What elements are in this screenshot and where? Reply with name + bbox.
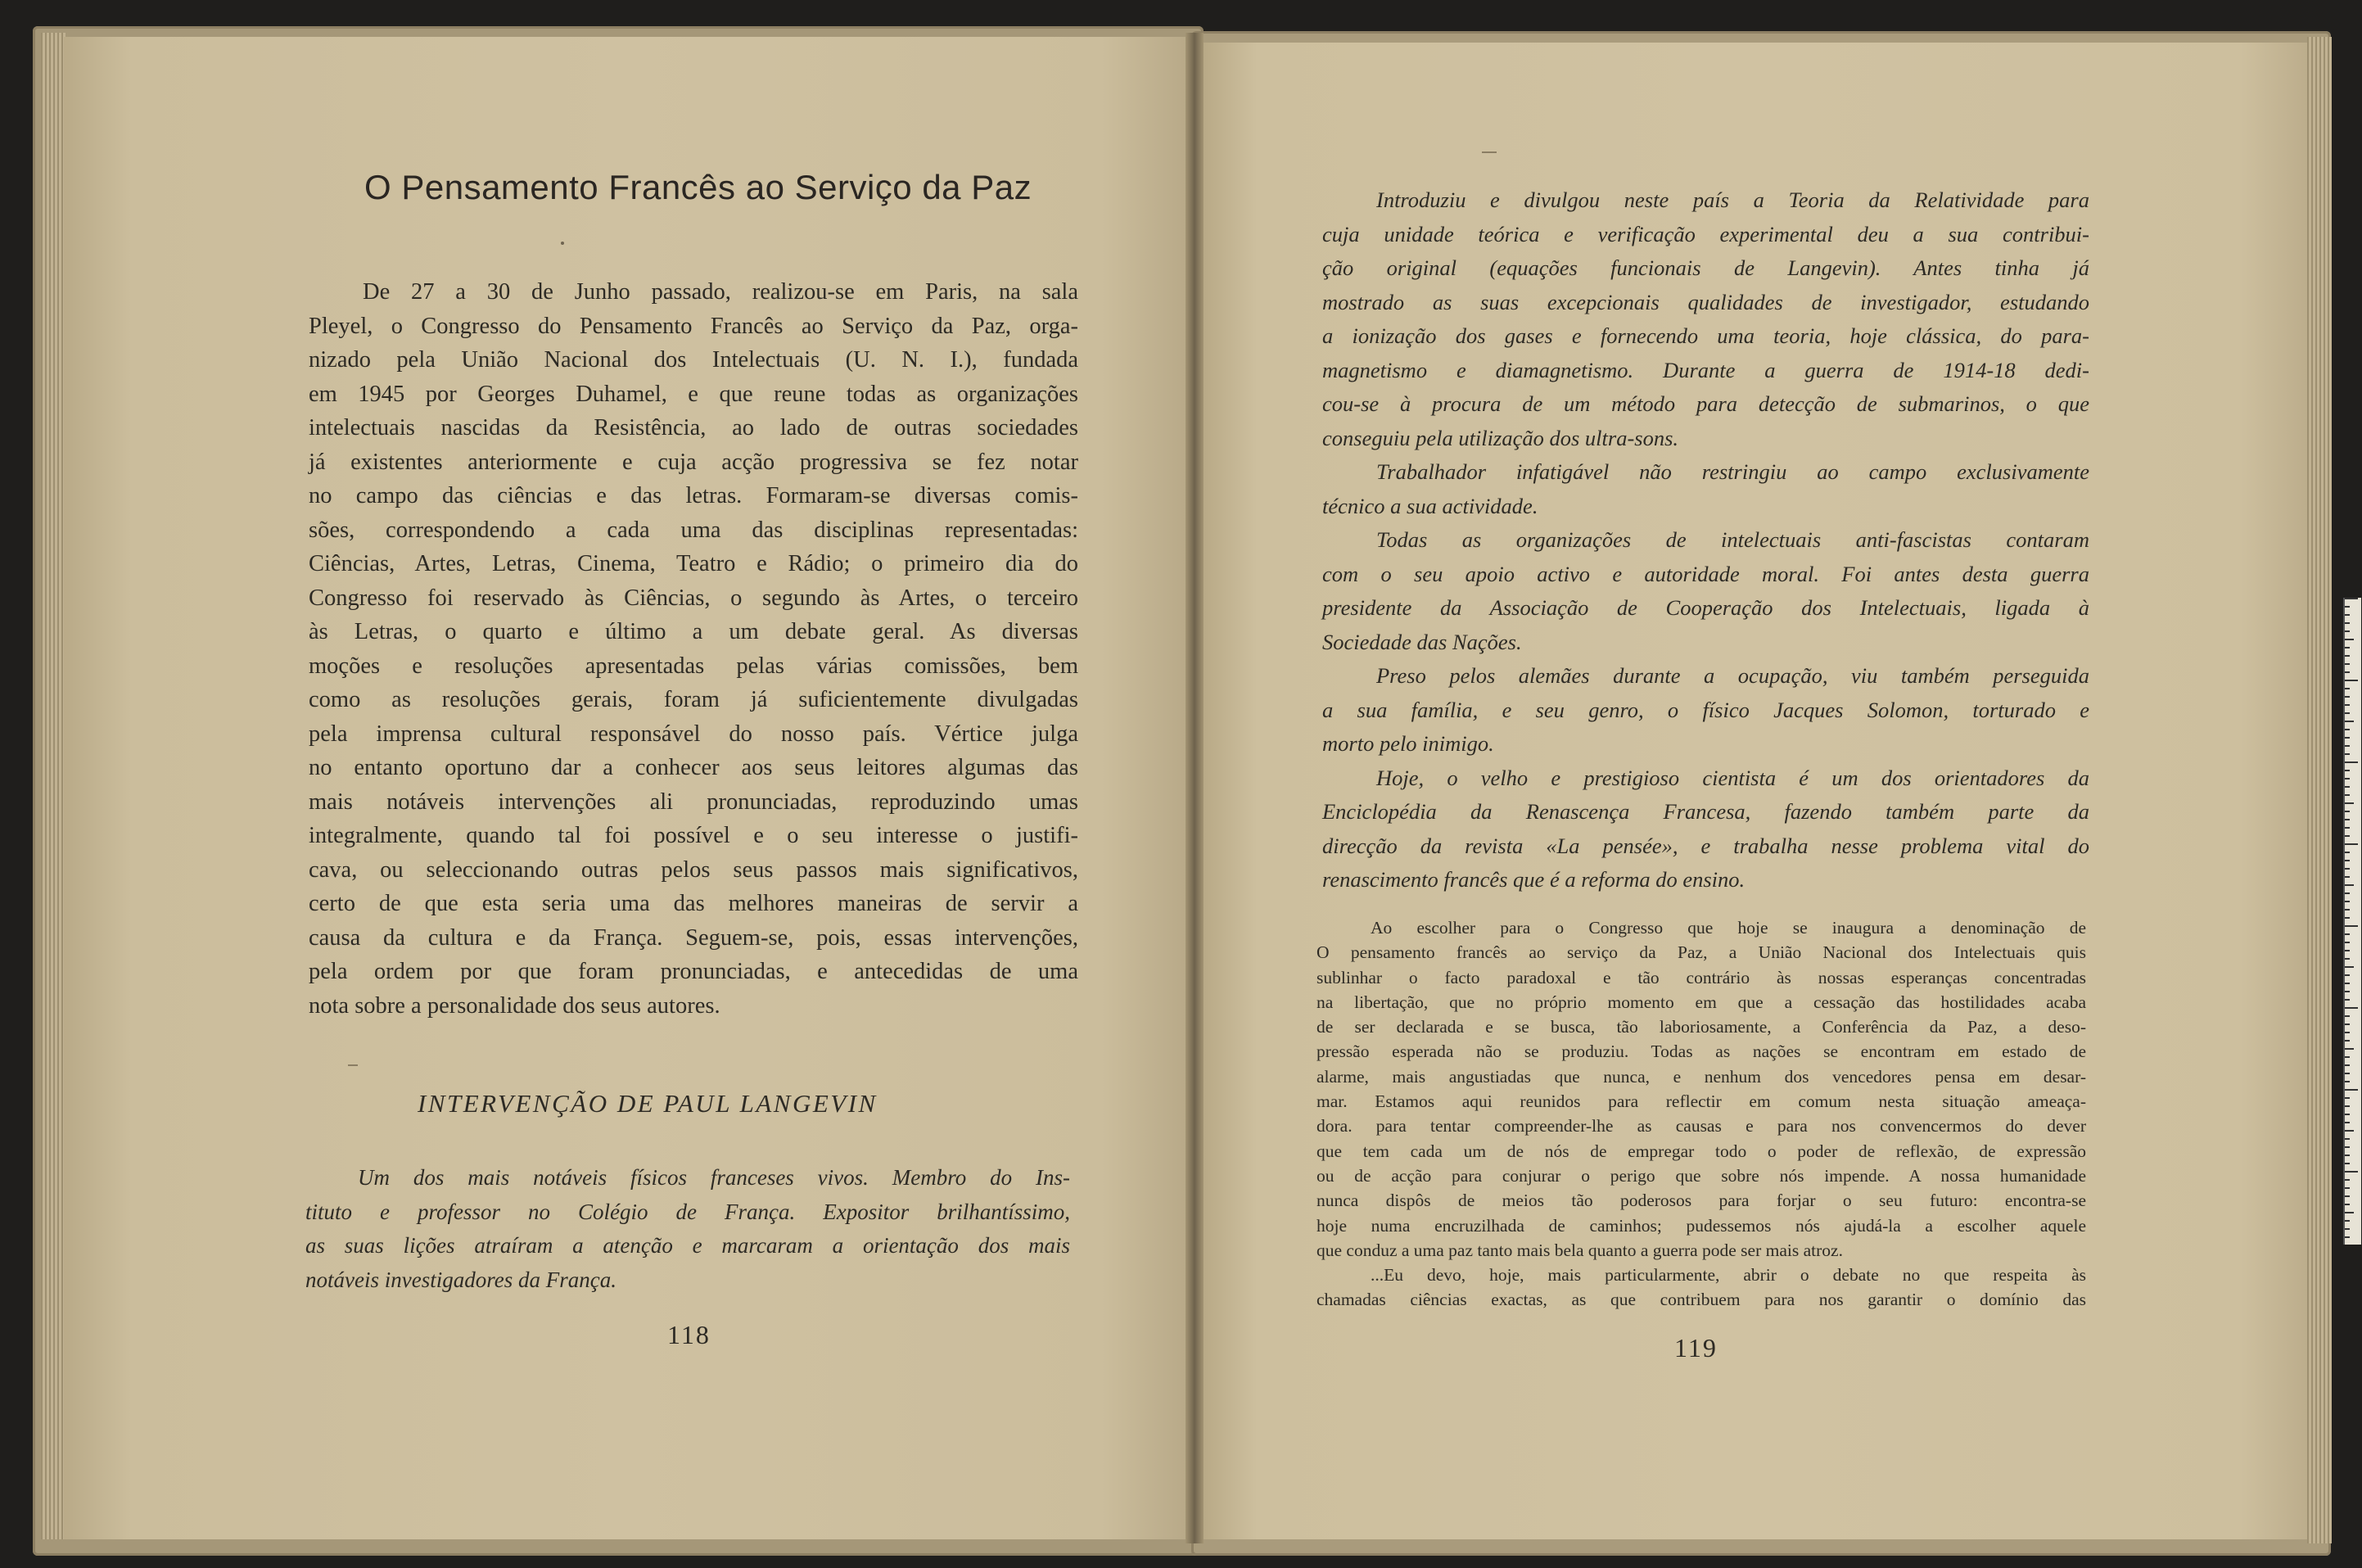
ruler-tick	[2345, 794, 2350, 796]
ruler-tick	[2345, 614, 2350, 616]
text-line: Um dos mais notáveis físicos franceses vivos. Membro do Ins-	[358, 1165, 1070, 1190]
ink-mark	[348, 1064, 358, 1066]
text-line: integralmente, quando tal foi possível e o seu interesse o justifi-	[309, 823, 1078, 848]
ruler-tick	[2345, 999, 2350, 1001]
text-line: certo de que esta seria uma das melhores maneiras de servir a	[309, 891, 1078, 916]
ruler-tick	[2345, 950, 2350, 951]
ruler-tick	[2345, 1212, 2354, 1213]
text-line: Todas as organizações de intelectuais anti-fascistas contaram	[1376, 527, 2089, 552]
ruler-tick	[2345, 786, 2350, 788]
text-line: magnetismo e diamagnetismo. Durante a guerra de 1914-18 dedi-	[1322, 357, 2089, 382]
ruler-tick	[2345, 647, 2350, 648]
ruler-tick	[2345, 1097, 2350, 1099]
text-line: na libertação, que no próprio momento em que a cessação das hostilidades acaba	[1316, 992, 2086, 1012]
bio-paragraph	[1322, 455, 2089, 523]
book-gutter	[1186, 33, 1204, 1543]
ruler-tick	[2345, 1023, 2350, 1025]
ruler-tick	[2345, 1220, 2350, 1222]
ruler-tick	[2345, 852, 2350, 853]
text-line: a ionização dos gases e fornecendo uma teoria, hoje clássica, do para-	[1322, 323, 2089, 348]
text-line: causa da cultura e da França. Seguem-se, pois, essas intervenções,	[309, 924, 1078, 951]
ruler-tick	[2345, 1122, 2350, 1123]
ruler-tick	[2345, 827, 2350, 829]
ruler-tick	[2345, 721, 2354, 722]
text-line: ção original (equações funcionais de Langevin). Antes tinha já	[1322, 255, 2089, 280]
ruler-tick	[2345, 1195, 2350, 1197]
ruler-tick	[2345, 909, 2350, 911]
text-line: Congresso foi reservado às Ciências, o segundo às Artes, o terceiro	[309, 585, 1078, 611]
text-line: no campo das ciências e das letras. Formaram-se diversas comis-	[309, 483, 1078, 508]
text-line: Pleyel, o Congresso do Pensamento Francês ao Serviço da Paz, orga-	[309, 313, 1078, 339]
text-line: Ao escolher para o Congresso que hoje se inaugura a denominação de	[1371, 918, 2086, 938]
speech-paragraph	[1316, 915, 2086, 1263]
ruler-tick	[2345, 1155, 2350, 1156]
text-line: mais notáveis intervenções ali pronunciadas, reproduzindo umas	[309, 789, 1078, 815]
text-line: Enciclopédia da Renascença Francesa, fazendo também parte da	[1322, 799, 2089, 824]
ruler-tick	[2345, 1130, 2354, 1132]
text-line: pela ordem por que foram pronunciadas, e antecedidas de uma	[309, 959, 1078, 984]
ruler-tick	[2345, 1163, 2350, 1164]
text-line: cou-se à procura de um método para detecção de submarinos, o que	[1322, 391, 2089, 416]
ruler-tick	[2345, 761, 2358, 763]
text-line: conseguiu pela utilização dos ultra-sons.	[1322, 425, 1679, 450]
text-line: que conduz a uma paz tanto mais bela quanto a guerra pode ser mais atroz.	[1316, 1240, 1843, 1260]
text-line: morto pelo inimigo.	[1322, 731, 1494, 756]
text-line: Introduziu e divulgou neste país a Teoria da Relatividade para	[1376, 188, 2089, 212]
bio-paragraph	[1322, 761, 2089, 897]
text-line: pressão esperada não se produziu. Todas as nações se encontram em estado de	[1316, 1042, 2086, 1062]
text-line: presidente da Associação de Cooperação dos Intelectuais, ligada à	[1322, 595, 2089, 620]
text-line: como as resoluções gerais, foram já suficientemente divulgadas	[309, 687, 1078, 712]
ruler-tick	[2345, 868, 2350, 870]
text-line: técnico a sua actividade.	[1322, 493, 1538, 518]
ruler-tick	[2345, 737, 2350, 739]
ruler-tick	[2345, 884, 2354, 886]
ruler-tick	[2345, 606, 2350, 608]
ruler-tick	[2345, 639, 2354, 640]
text-line: às Letras, o quarto e último a um debate geral. As diversas	[309, 619, 1078, 644]
ruler-tick	[2345, 663, 2350, 665]
text-line: sublinhar o facto paradoxal e tão contrário às nossas esperanças concentradas	[1316, 967, 2086, 987]
ruler-tick	[2345, 1056, 2350, 1058]
ruler-tick	[2345, 1146, 2350, 1148]
ruler-tick	[2345, 655, 2350, 657]
text-line: Trabalhador infatigável não restringiu ao campo exclusivamente	[1376, 459, 2089, 484]
text-line: moções e resoluções apresentadas pelas várias comissões, bem	[309, 653, 1078, 679]
text-line: dora. para tentar compreender-lhe as causas e para nos convencermos do dever	[1316, 1116, 2086, 1136]
text-line: Preso pelos alemães durante a ocupação, viu também perseguida	[1376, 663, 2089, 688]
ruler-tick	[2345, 622, 2350, 624]
text-line: renascimento francês que é a reforma do ensino.	[1322, 867, 1746, 892]
text-line: no entanto oportuno dar a conhecer aos seus leitores algumas das	[309, 755, 1078, 780]
text-line: alarme, mais angustiadas que nunca, e nenhum dos vencedores pensa em desar-	[1316, 1066, 2086, 1087]
text-line: nizado pela União Nacional dos Intelectuais (U. N. I.), fundada	[309, 347, 1078, 373]
ruler-tick	[2345, 1187, 2350, 1189]
section-heading: INTERVENÇÃO DE PAUL LANGEVIN	[418, 1089, 878, 1118]
ruler-tick	[2345, 942, 2350, 943]
ruler-tick	[2345, 704, 2350, 706]
text-line: a sua família, e seu genro, o físico Jacques Solomon, torturado e	[1322, 697, 2089, 722]
ruler-tick	[2345, 843, 2358, 845]
scale-ruler	[2343, 598, 2361, 1245]
ruler-tick	[2345, 1048, 2354, 1050]
text-line: nunca dispôs de meios tão poderosos para forjar o seu futuro: encontra-se	[1316, 1191, 2086, 1211]
text-line: Sociedade das Nações.	[1322, 629, 1522, 654]
ruler-tick	[2345, 598, 2358, 599]
ruler-tick	[2345, 958, 2350, 960]
ruler-tick	[2345, 1105, 2350, 1107]
text-line: mar. Estamos aqui reunidos para reflectir em comum nesta situação ameaça-	[1316, 1091, 2086, 1112]
biography-text	[1322, 183, 2089, 897]
text-line: tituto e professor no Colégio de França. Expositor brilhantíssimo,	[305, 1199, 1070, 1224]
ruler-tick	[2345, 753, 2350, 755]
text-line: Ciências, Artes, Letras, Cinema, Teatro e Rádio; o primeiro dia do	[309, 551, 1078, 576]
text-line: nota sobre a personalidade dos seus autores.	[309, 992, 720, 1019]
ruler-tick	[2345, 729, 2350, 730]
bio-paragraph	[1322, 183, 2089, 455]
text-line: chamadas ciências exactas, as que contribuem para nos garantir o domínio das	[1316, 1290, 2086, 1310]
ruler-tick	[2345, 933, 2350, 935]
ruler-tick	[2345, 671, 2350, 673]
text-line: já existentes anteriormente e cuja acção progressiva se fez notar	[309, 449, 1078, 475]
text-line: ...Eu devo, hoje, mais particularmente, abrir o debate no que respeita às	[1371, 1265, 2086, 1286]
ruler-tick	[2345, 1073, 2350, 1074]
right-page-edges	[2307, 37, 2332, 1543]
ruler-tick	[2345, 1081, 2350, 1082]
bio-paragraph	[1322, 523, 2089, 659]
ruler-tick	[2345, 876, 2350, 878]
ruler-tick	[2345, 1015, 2350, 1017]
text-line: as suas lições atraíram a atenção e marcaram a orientação dos mais	[305, 1233, 1070, 1258]
ruler-tick	[2345, 835, 2350, 837]
text-line: com o seu apoio activo e autoridade moral. Foi antes desta guerra	[1322, 561, 2089, 586]
text-line: pela imprensa cultural responsável do nosso país. Vértice julga	[309, 721, 1078, 747]
page-number-left: 118	[667, 1320, 711, 1349]
text-line: direcção da revista «La pensée», e trabalha nesse problema vital do	[1322, 833, 2089, 858]
ruler-tick	[2345, 1114, 2350, 1115]
ink-mark	[1482, 151, 1497, 153]
ruler-tick	[2345, 688, 2350, 689]
ruler-tick	[2345, 925, 2358, 927]
ruler-tick	[2345, 1228, 2350, 1230]
ink-dot	[561, 242, 564, 245]
text-line: cava, ou seleccionando outras pelos seus passos mais significativos,	[309, 856, 1078, 883]
text-line: De 27 a 30 de Junho passado, realizou-se em Paris, na sala	[363, 279, 1078, 305]
author-note	[305, 1161, 1070, 1297]
text-line: em 1945 por Georges Duhamel, e que reune todas as organizações	[309, 381, 1078, 407]
ruler-tick	[2345, 630, 2350, 632]
ruler-tick	[2345, 745, 2350, 747]
left-page-edges	[41, 33, 65, 1539]
text-line: sões, correspondendo a cada uma das disciplinas representadas:	[309, 517, 1078, 543]
ruler-tick	[2345, 1204, 2350, 1205]
speech-text	[1316, 915, 2086, 1313]
text-line: de ser declarada e se busca, tão laboriosamente, a Conferência da Paz, a deso-	[1316, 1017, 2086, 1037]
text-line: notáveis investigadores da França.	[305, 1267, 616, 1292]
speech-paragraph	[1316, 1263, 2086, 1313]
ruler-tick	[2345, 680, 2358, 681]
text-line: hoje numa encruzilhada de caminhos; pudessemos nós ajudá-la a escolher aquele	[1316, 1215, 2086, 1236]
text-line: Hoje, o velho e prestigioso cientista é um dos orientadores da	[1376, 765, 2089, 790]
ruler-tick	[2345, 1089, 2358, 1091]
ruler-tick	[2345, 811, 2350, 812]
ruler-tick	[2345, 901, 2350, 902]
ruler-tick	[2345, 712, 2350, 714]
ruler-tick	[2345, 983, 2350, 984]
ruler-tick	[2345, 770, 2350, 771]
ruler-tick	[2345, 917, 2350, 919]
ruler-tick	[2345, 991, 2350, 992]
text-line: cuja unidade teórica e verificação experimental deu a sua contribui-	[1322, 221, 2089, 246]
ruler-tick	[2345, 1138, 2350, 1140]
ruler-tick	[2345, 1032, 2350, 1033]
text-line: que tem cada um de nós de empregar todo o poder de reflexão, de expressão	[1316, 1141, 2086, 1161]
ruler-tick	[2345, 974, 2350, 976]
ruler-tick	[2345, 1007, 2358, 1009]
page-title: O Pensamento Francês ao Serviço da Paz	[364, 168, 1032, 206]
text-line: mostrado as suas excepcionais qualidades de investigador, estudando	[1322, 289, 2089, 314]
bio-paragraph	[1322, 659, 2089, 761]
page-number-right: 119	[1674, 1333, 1718, 1362]
ruler-tick	[2345, 802, 2354, 804]
text-line: intelectuais nascidas da Resistência, ao lado de outras sociedades	[309, 415, 1078, 441]
ruler-tick	[2345, 1171, 2358, 1173]
ruler-tick	[2345, 819, 2350, 820]
text-line: ou de acção para conjurar o perigo que sobre nós impende. A nossa humanidade	[1316, 1165, 2086, 1186]
ruler-tick	[2345, 892, 2350, 894]
ruler-tick	[2345, 1040, 2350, 1042]
ruler-tick	[2345, 1064, 2350, 1066]
intro-paragraph	[309, 275, 1078, 1023]
ruler-tick	[2345, 696, 2350, 698]
ruler-tick	[2345, 1236, 2350, 1238]
ruler-tick	[2345, 778, 2350, 779]
ruler-tick	[2345, 1179, 2350, 1181]
text-line: O pensamento francês ao serviço da Paz, a União Nacional dos Intelectuais quis	[1316, 942, 2086, 963]
ruler-tick	[2345, 860, 2350, 861]
ruler-tick	[2345, 966, 2354, 968]
